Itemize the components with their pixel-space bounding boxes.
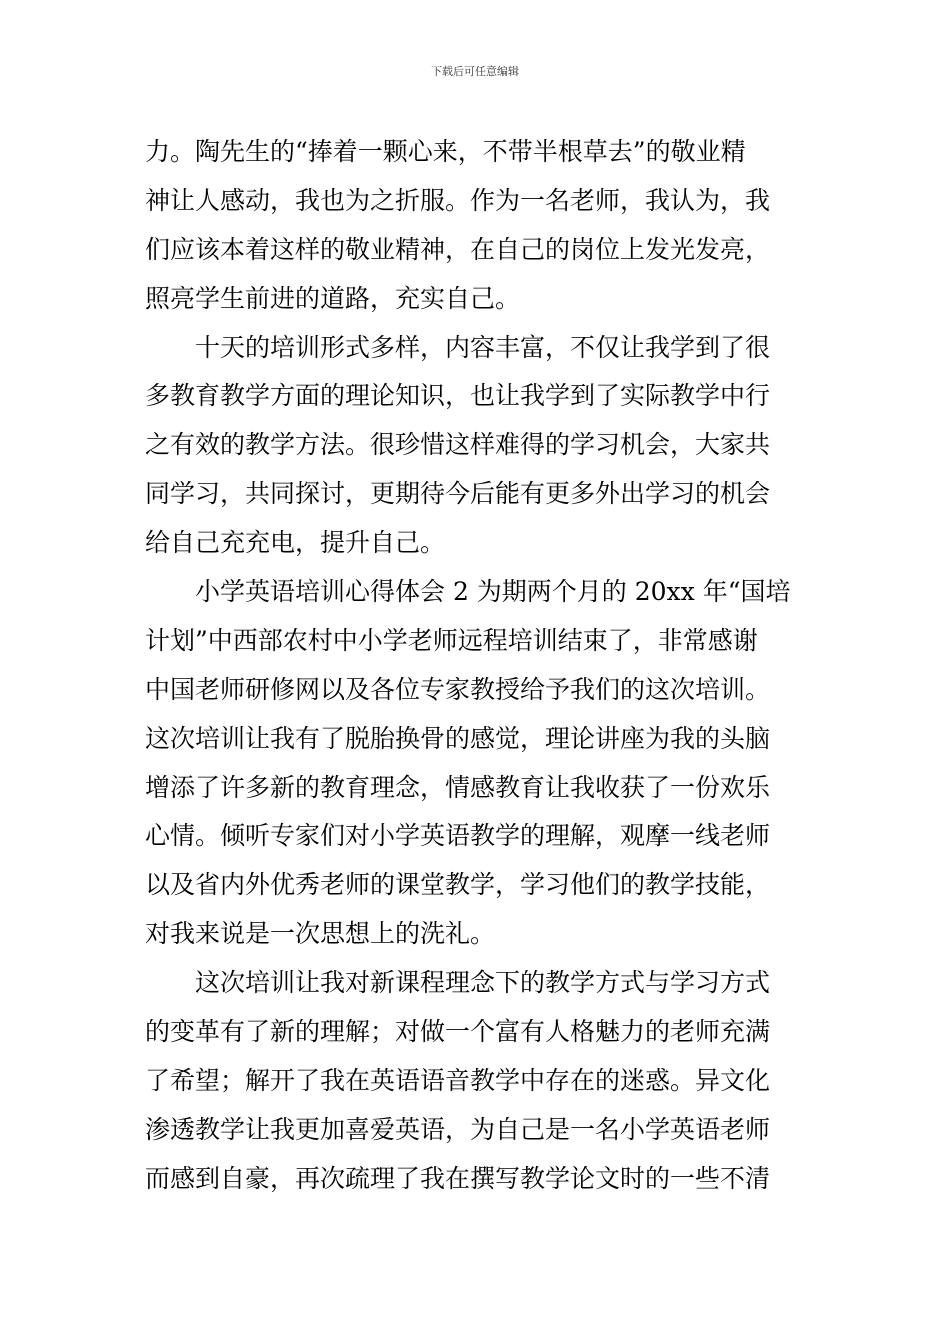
text-line: 的变革有了新的理解；对做一个富有人格魅力的老师充满 [145, 1017, 771, 1047]
text-line: 们应该本着这样的敬业精神，在自己的岗位上发光发亮， [145, 234, 771, 264]
text-line: 十天的培训形式多样，内容丰富，不仅让我学到了很 [145, 332, 771, 362]
page-header: 下载后可任意编辑 [431, 65, 519, 78]
text-line: 渗透教学让我更加喜爱英语，为自己是一名小学英语老师 [145, 1114, 771, 1144]
text-line: 了希望；解开了我在英语语音教学中存在的迷惑。异文化 [145, 1065, 771, 1095]
text-line: 之有效的教学方法。很珍惜这样难得的学习机会，大家共 [145, 430, 771, 460]
text-line: 小学英语培训心得体会 2 为期两个月的 20xx 年“国培 [145, 577, 791, 607]
text-line: 这次培训让我对新课程理念下的教学方式与学习方式 [145, 968, 771, 998]
text-line: 多教育教学方面的理论知识，也让我学到了实际教学中行 [145, 381, 771, 411]
text-line: 中国老师研修网以及各位专家教授给予我们的这次培训。 [145, 674, 771, 704]
text-line: 神让人感动，我也为之折服。作为一名老师，我认为，我 [145, 185, 771, 215]
text-line: 而感到自豪，再次疏理了我在撰写教学论文时的一些不清 [145, 1163, 771, 1193]
text-line: 心情。倾听专家们对小学英语教学的理解，观摩一线老师 [145, 821, 771, 851]
text-line: 给自己充充电，提升自己。 [145, 528, 446, 558]
text-line: 同学习，共同探讨，更期待今后能有更多外出学习的机会 [145, 479, 771, 509]
text-line: 计划”中西部农村中小学老师远程培训结束了，非常感谢 [145, 625, 758, 655]
text-line: 照亮学生前进的道路，充实自己。 [145, 283, 521, 313]
text-line: 对我来说是一次思想上的洗礼。 [145, 919, 496, 949]
text-line: 这次培训让我有了脱胎换骨的感觉，理论讲座为我的头脑 [145, 723, 771, 753]
text-line: 增添了许多新的教育理念，情感教育让我收获了一份欢乐 [145, 772, 771, 802]
document-body [145, 128, 809, 1204]
text-line: 以及省内外优秀老师的课堂教学，学习他们的教学技能， [145, 870, 771, 900]
text-line: 力。陶先生的“捧着一颗心来，不带半根草去”的敬业精 [145, 137, 746, 166]
